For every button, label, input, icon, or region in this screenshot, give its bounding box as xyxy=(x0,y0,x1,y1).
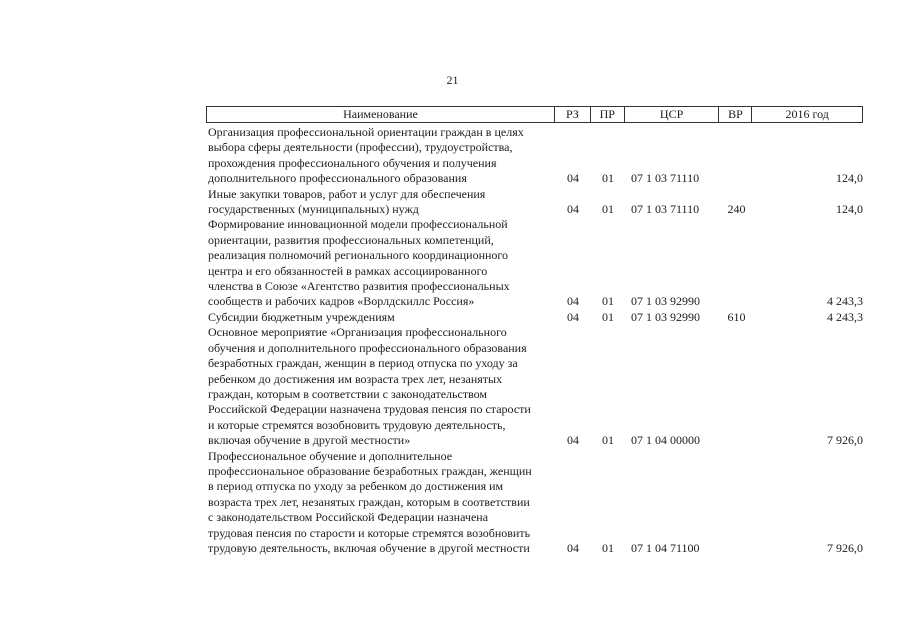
table-row xyxy=(206,125,863,187)
row-name-line: Российской Федерации назначена трудовая пенсия по старости xyxy=(208,402,531,417)
row-amount: 124,0 xyxy=(836,171,863,186)
row-name-line: центра и его обязанностей в рамках ассоциированного xyxy=(208,263,488,278)
row-name xyxy=(206,449,555,557)
row-name-line: безработных граждан, женщин в период отпуска по уходу за xyxy=(208,356,518,371)
row-name-line: трудовую деятельность, включая обучение в другой местности xyxy=(208,540,530,555)
row-name-line: в период отпуска по уходу за ребенком до достижения им xyxy=(208,479,504,494)
header-year: 2016 год xyxy=(785,107,829,121)
row-pr: 01 xyxy=(602,540,614,555)
row-name xyxy=(206,325,555,448)
budget-table xyxy=(206,106,863,556)
row-amount: 4 243,3 xyxy=(827,294,863,309)
header-name: Наименование xyxy=(207,107,555,122)
row-name-line: и которые стремятся возобновить трудовую деятельность, xyxy=(208,417,506,432)
row-name-line: выбора сферы деятельности (профессии), трудоустройства, xyxy=(208,140,513,155)
row-name-line: Организация профессиональной ориентации граждан в целях xyxy=(208,125,524,139)
row-name xyxy=(206,125,555,187)
row-name-line: граждан, которым в соответствии с законодательством xyxy=(208,386,488,401)
row-csr: 07 1 03 71110 xyxy=(631,171,700,186)
header-vr: ВР xyxy=(719,107,752,122)
header-rz: РЗ xyxy=(555,107,591,122)
row-name-line: ориентации, развития профессиональных компетенций, xyxy=(208,232,494,247)
row-rz: 04 xyxy=(567,433,579,448)
row-rz: 04 xyxy=(567,540,579,555)
row-pr: 01 xyxy=(602,294,614,309)
row-rz: 04 xyxy=(567,171,579,186)
row-rz: 04 xyxy=(567,202,579,217)
row-name-line: дополнительного профессионального образования xyxy=(208,171,467,186)
row-name xyxy=(206,217,555,309)
table-row xyxy=(206,310,863,325)
row-csr: 07 1 03 71110 xyxy=(631,202,700,217)
row-vr: 610 xyxy=(727,309,746,324)
row-name-line: прохождения профессионального обучения и получения xyxy=(208,155,497,170)
row-name xyxy=(206,310,555,325)
row-pr: 01 xyxy=(602,433,614,448)
row-name-line: Основное мероприятие «Организация профессионального xyxy=(208,325,507,340)
row-pr: 01 xyxy=(602,202,614,217)
row-amount: 7 926,0 xyxy=(827,433,863,448)
row-name-line: сообществ и рабочих кадров «Ворлдскиллс Россия» xyxy=(208,294,475,309)
table-row xyxy=(206,325,863,448)
row-rz: 04 xyxy=(567,309,579,324)
row-pr: 01 xyxy=(602,171,614,186)
row-rz: 04 xyxy=(567,294,579,309)
row-amount: 7 926,0 xyxy=(827,540,863,555)
table-row xyxy=(206,449,863,557)
row-name-line: с законодательством Российской Федерации назначена xyxy=(208,510,489,525)
row-name-line: включая обучение в другой местности» xyxy=(208,433,411,448)
table-row xyxy=(206,217,863,309)
row-csr: 07 1 04 71100 xyxy=(631,540,700,555)
page-number: 21 xyxy=(446,73,459,87)
row-name xyxy=(206,187,555,218)
row-amount: 124,0 xyxy=(836,202,863,217)
row-vr: 240 xyxy=(727,202,746,217)
row-name-line: обучения и дополнительного профессионального образования xyxy=(208,340,527,355)
row-name-line: государственных (муниципальных) нужд xyxy=(208,202,419,217)
row-name-line: членства в Союзе «Агентство развития профессиональных xyxy=(208,279,510,294)
header-pr: ПР xyxy=(591,107,625,122)
table-body xyxy=(206,123,863,556)
row-amount: 4 243,3 xyxy=(827,309,863,324)
row-name-line: Иные закупки товаров, работ и услуг для обеспечения xyxy=(208,186,486,201)
row-name-line: Формирование инновационной модели профессиональной xyxy=(208,217,508,232)
row-name-line: ребенком до достижения им возраста трех лет, незанятых xyxy=(208,371,503,386)
row-csr: 07 1 03 92990 xyxy=(631,294,700,309)
row-name-line: Профессиональное обучение и дополнительное xyxy=(208,448,453,463)
row-pr: 01 xyxy=(602,309,614,324)
table-header xyxy=(206,106,863,123)
row-csr: 07 1 04 00000 xyxy=(631,433,700,448)
row-name-line: реализация полномочий регионального координационного xyxy=(208,248,509,263)
table-row xyxy=(206,187,863,218)
row-name-line: профессиональное образование безработных граждан, женщин xyxy=(208,463,532,478)
row-name-line: возраста трех лет, незанятых граждан, которым в соответствии xyxy=(208,494,530,509)
header-csr: ЦСР xyxy=(625,107,720,122)
row-name-line: трудовая пенсия по старости и которые стремятся возобновить xyxy=(208,525,531,540)
row-name-line: Субсидии бюджетным учреждениям xyxy=(208,309,395,324)
row-csr: 07 1 03 92990 xyxy=(631,309,700,324)
